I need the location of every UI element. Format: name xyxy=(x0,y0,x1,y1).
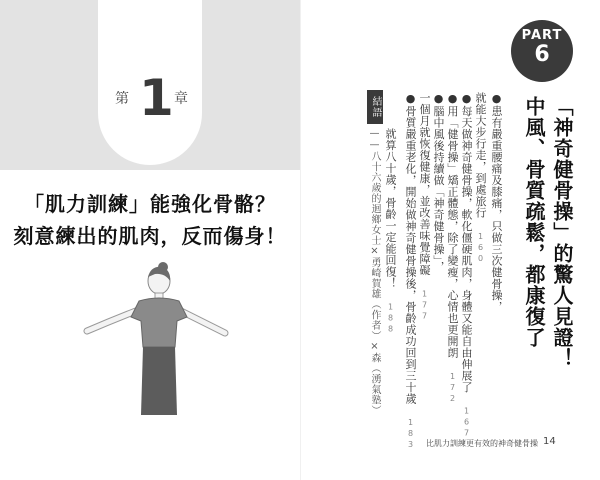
conclusion-author: ——八十六歲的迴鄉女士×勇崎賀雄（作者）×森（湧氣塾） xyxy=(369,128,380,416)
toc-item[interactable] xyxy=(431,92,445,273)
toc-item[interactable] xyxy=(473,92,487,265)
toc-item-text: 就能大步行走，到處旅行 xyxy=(474,92,487,219)
toc-item[interactable] xyxy=(459,92,473,440)
chapter-title-line2: 刻意練出的肌肉，反而傷身！ xyxy=(13,224,287,248)
part-number: 6 xyxy=(534,42,550,67)
conclusion-title-text: 就算八十歲，骨齡一定能回復！ xyxy=(384,128,397,289)
part-badge xyxy=(511,20,573,82)
toc-item-page-ref: 172 xyxy=(448,372,457,405)
toc-item-page-ref: 177 xyxy=(420,289,429,323)
chapter-suffix: 章 xyxy=(174,91,188,107)
toc-item-text: 一個月就恢復健康，並改善味覺障礙 xyxy=(418,92,431,276)
woman-stretching-illustration xyxy=(75,255,235,415)
chapter-number: 1 xyxy=(139,69,174,127)
toc-item-text: ●用「健骨操」矯正體態，除了變瘦，心情也更開朗 xyxy=(446,92,459,359)
toc-item-page-ref: 183 xyxy=(406,418,415,451)
chapter-prefix: 第 xyxy=(115,91,129,107)
toc-item[interactable] xyxy=(445,92,459,405)
part-headline-line1: 「神奇健骨操」的驚人見證！ xyxy=(550,96,574,369)
pants xyxy=(141,347,177,415)
running-footer: 比肌力訓練更有效的神奇健骨操 xyxy=(426,439,538,448)
conclusion-title[interactable] xyxy=(383,128,397,336)
toc-item-page-ref: 167 xyxy=(462,406,471,440)
page-number: 14 xyxy=(543,436,556,447)
conclusion-page-ref: 188 xyxy=(386,302,395,336)
shirt xyxy=(131,298,187,347)
toc-item-page-ref: 160 xyxy=(476,232,485,265)
chapter-title-line1: 「肌力訓練」能強化骨骼？ xyxy=(24,192,276,216)
toc-item-text: ●骨質嚴重老化，開始做神奇健骨操後，骨齡成功回到三十歲 xyxy=(404,92,417,405)
part-label: PART xyxy=(521,28,563,43)
part-headline-line2: 中風、骨質疏鬆，都康復了 xyxy=(522,96,546,348)
toc-item-text: ●患有嚴重腰痛及膝痛，只做三次健骨操， xyxy=(490,92,503,313)
toc-item[interactable] xyxy=(489,92,503,313)
toc-item-text: ●腦中風後持續做「神奇健骨操」， xyxy=(432,92,445,273)
right-page xyxy=(300,0,600,480)
conclusion-label: 結語 xyxy=(367,90,383,124)
toc-item[interactable] xyxy=(403,92,417,451)
toc-item[interactable] xyxy=(417,92,431,323)
toc-item-text: ●每天做神奇健骨操，軟化僵硬肌肉，身體又能自由伸展了 xyxy=(460,92,473,393)
